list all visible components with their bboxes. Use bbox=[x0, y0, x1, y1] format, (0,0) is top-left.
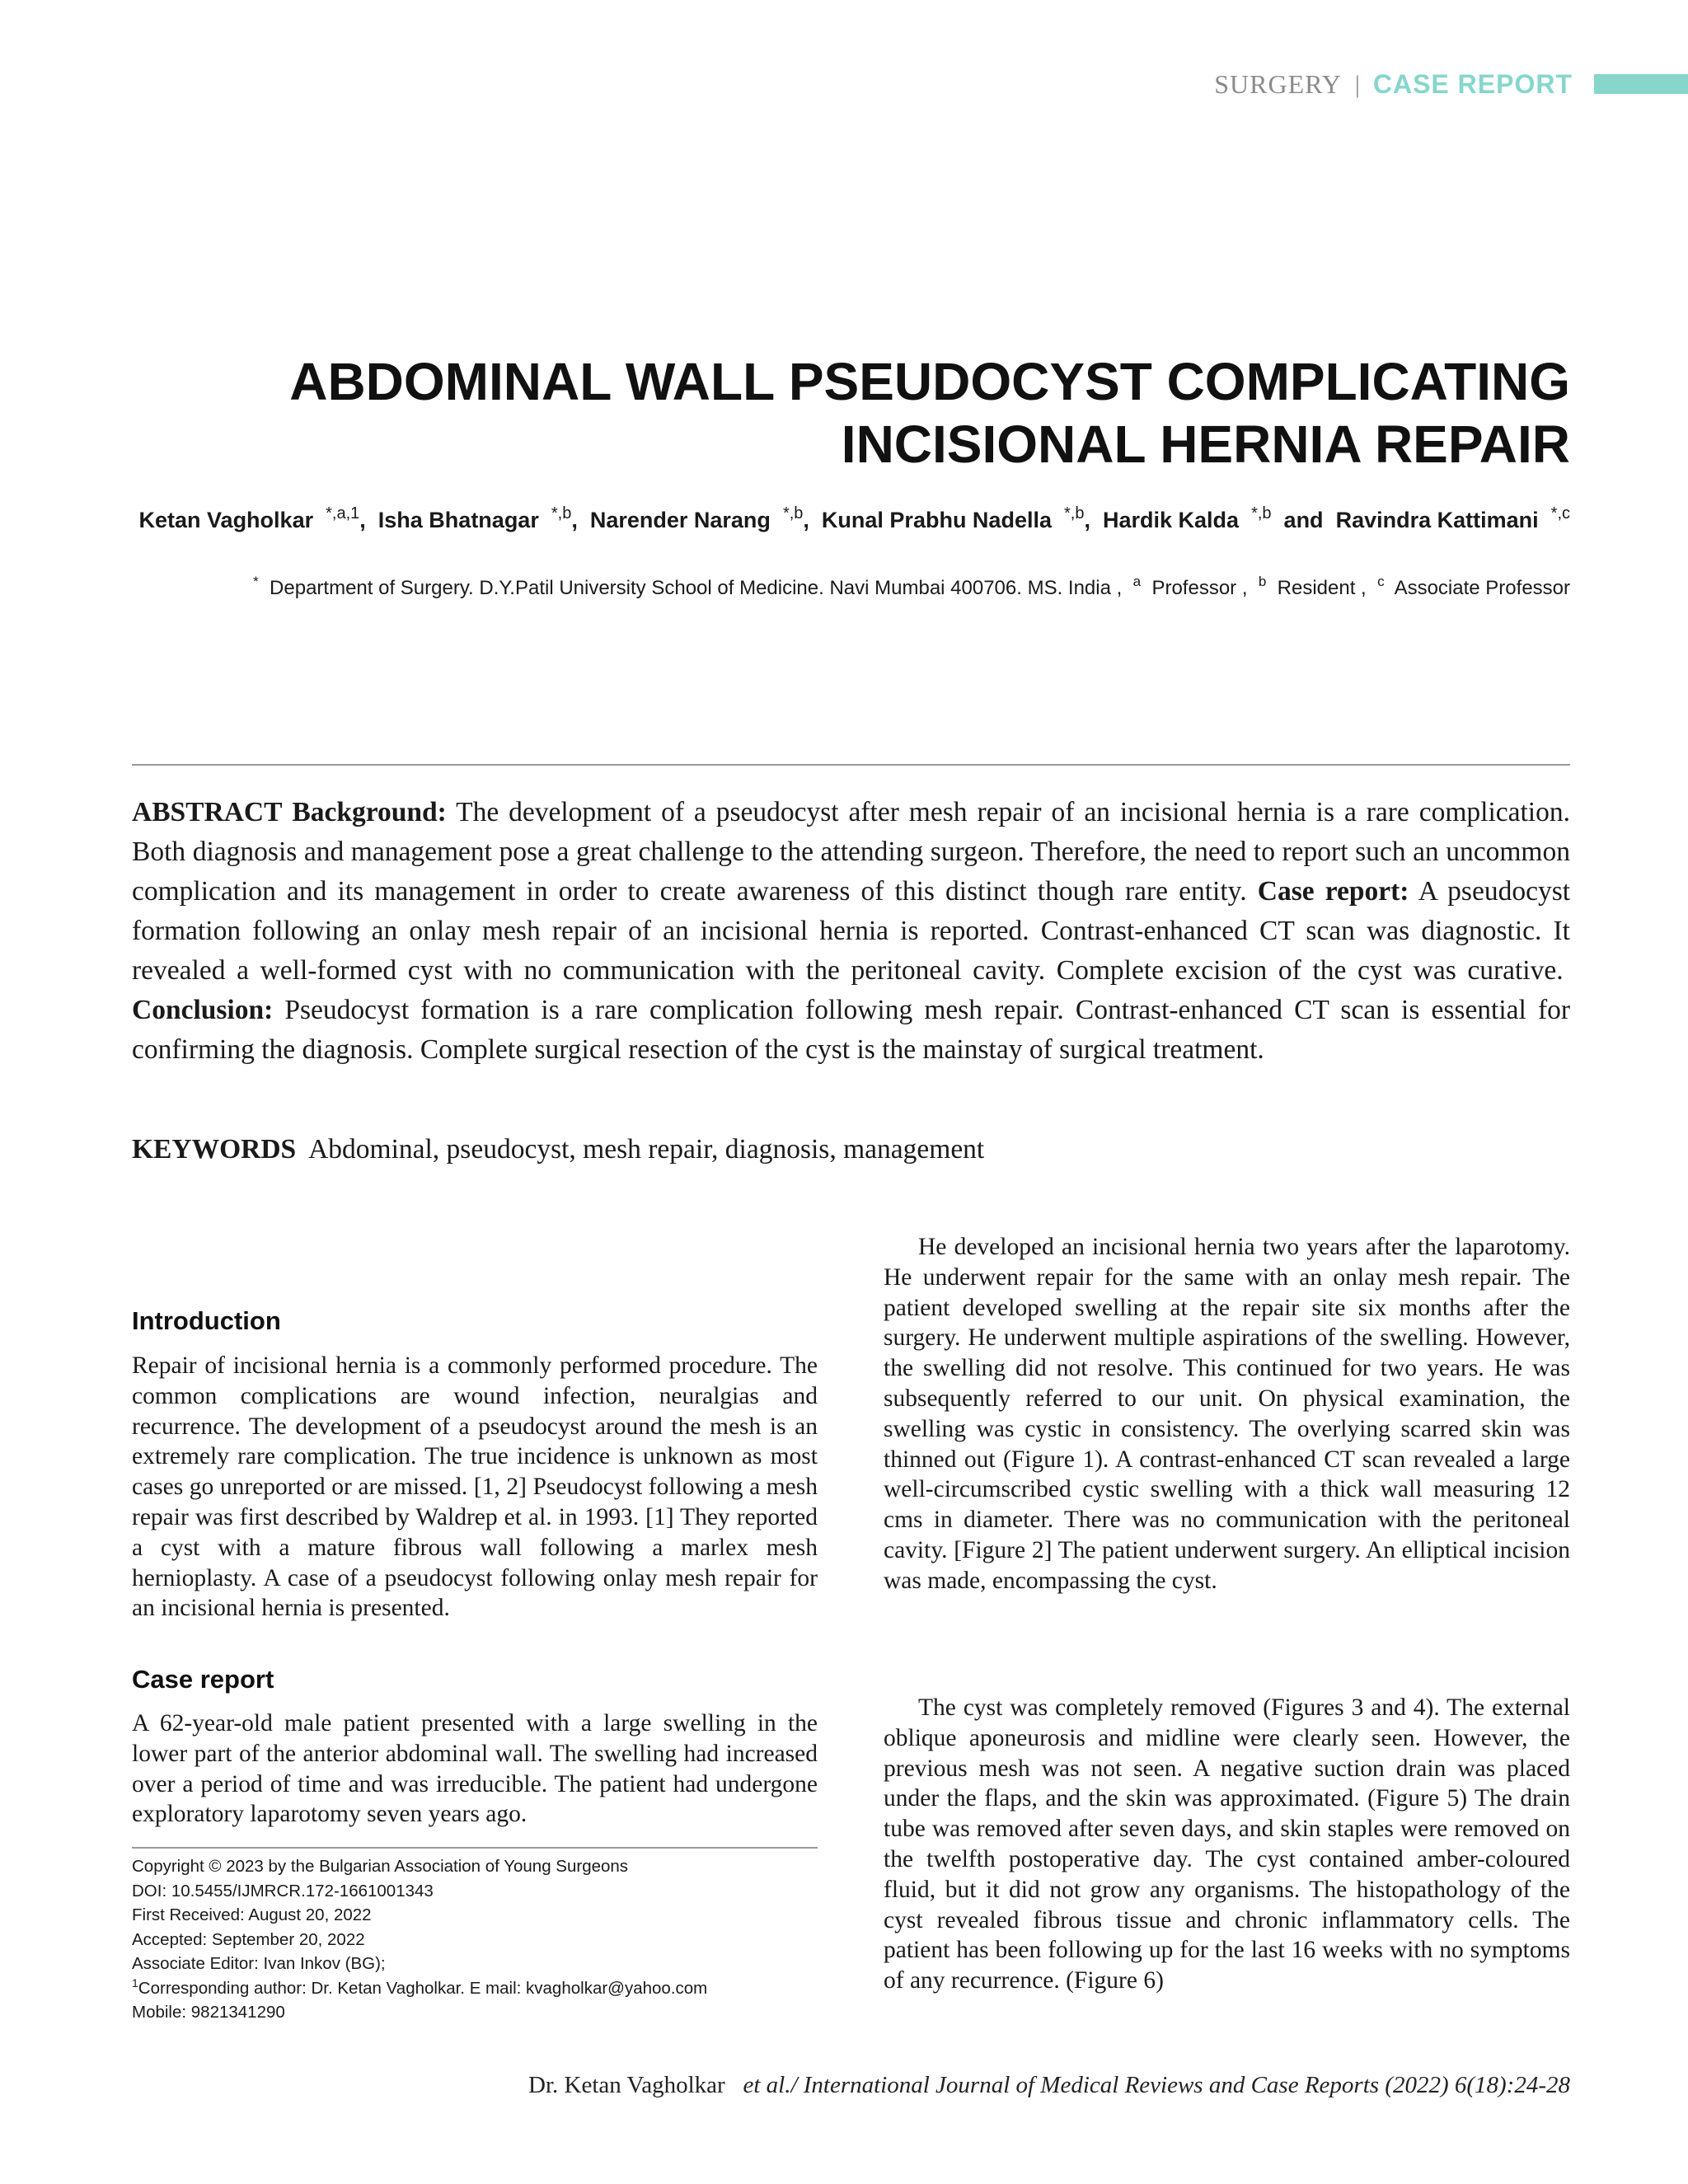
corresponding-author: Corresponding author: Dr. Ketan Vagholkar. E mail: kvagholkar@yahoo.com bbox=[138, 1978, 708, 1998]
corresponding-note bbox=[132, 1976, 818, 2001]
abstract-background: The development of a pseudocyst after mesh repair of an incisional hernia is a rare complication. Both diagnosis and management pose a great challenge to the attending surgeon. Therefore, the need to report such an uncommon complication and its management in order to create awareness of this distinct though rare entity. bbox=[132, 797, 1570, 907]
author-list: Ketan Vagholkar $^{*,a,1}$, Isha Bhatnagar $^{*,b}$, Narender Narang $^{*,b}$, Kunal Prabhu Nadella $^{*,b}$, Hardik Kalda $^{*,b}$ and Ravindra Kattimani $^{*,c}$ bbox=[138, 504, 1570, 532]
affiliation-b-label: Resident , bbox=[1277, 577, 1367, 599]
author-affiliation-mark: *,c bbox=[1550, 504, 1570, 523]
affiliation-c-label: Associate Professor bbox=[1394, 577, 1570, 599]
abstract-label: ABSTRACT bbox=[132, 797, 283, 827]
abstract-case: A pseudocyst formation following an onlay mesh repair of an incisional hernia is reported. Contrast-enhanced CT scan was diagnostic. It revealed a well-formed cyst with no communication with the peritoneal cavity. Complete excision of the cyst was curative. bbox=[132, 876, 1571, 986]
author-name: Ketan Vagholkar bbox=[138, 508, 314, 532]
affiliation-star: * bbox=[253, 574, 259, 589]
author-name: Ravindra Kattimani bbox=[1335, 508, 1539, 532]
affiliation-c-mark: c bbox=[1377, 574, 1385, 589]
conclusion-label: Conclusion: bbox=[132, 995, 274, 1025]
surgery-outcome-paragraph: The cyst was completely removed (Figures 3 and 4). The external oblique aponeurosis and midline were clearly seen. However, the previous mesh was not seen. A negative suction drain was placed under the flaps, and the skin was approximated. (Figure 5) The drain tube was removed after seven days, and skin staples were removed on the twelfth postoperative day. The cyst contained amber-coloured fluid, but it did not grow any organisms. The histopathology of the cyst revealed fibrous tissue and chronic inflammatory cells. The patient has been following up for the last 16 weeks with no symptoms of any recurrence. (Figure 6) bbox=[884, 1694, 1570, 1994]
author-name: Kunal Prabhu Nadella bbox=[821, 508, 1052, 532]
affiliation-b-mark: b bbox=[1258, 574, 1267, 589]
section-label: SURGERY bbox=[1214, 69, 1342, 99]
abstract-divider bbox=[132, 764, 1570, 766]
corresponding-mark: 1 bbox=[132, 1975, 138, 1990]
case-report-label: Case report: bbox=[1257, 876, 1409, 907]
doi-note: DOI: 10.5455/IJMRCR.172-1661001343 bbox=[132, 1881, 434, 1900]
case-report-heading: Case report bbox=[132, 1665, 274, 1694]
received-note: First Received: August 20, 2022 bbox=[132, 1905, 372, 1924]
author-name: Narender Narang bbox=[589, 508, 771, 532]
accepted-note: Accepted: September 20, 2022 bbox=[132, 1929, 365, 1949]
mobile-note: Mobile: 9821341290 bbox=[132, 2003, 285, 2022]
author-affiliation-mark: *,b bbox=[782, 504, 804, 523]
abstract-conclusion: Pseudocyst formation is a rare complication following mesh repair. Contrast-enhanced CT scan is essential for confirming the diagnosis. Complete surgical resection of the cyst is the mainstay of surgical treatment. bbox=[132, 995, 1571, 1065]
keywords-text: Abdominal, pseudocyst, mesh repair, diagnosis, management bbox=[308, 1134, 985, 1165]
citation-footer bbox=[528, 2072, 1570, 2099]
editor-note: Associate Editor: Ivan Inkov (BG); bbox=[132, 1954, 386, 1973]
article-type-label: CASE REPORT bbox=[1372, 69, 1573, 99]
introduction-text: Repair of incisional hernia is a commonly performed procedure. The common complications are wound infection, neuralgias and recurrence. The development of a pseudocyst around the mesh is an extremely rare complication. The true incidence is unknown as most cases go unreported or are missed. [1, 2] Pseudocyst following a mesh repair was first described by Waldrep et al. in 1993. [1] They reported a cyst with a mature fibrous wall following a marlex mesh hernioplasty. A case of a pseudocyst following onlay mesh repair for an incisional hernia is presented. bbox=[132, 1352, 818, 1622]
introduction-heading: Introduction bbox=[132, 1306, 281, 1335]
keywords bbox=[132, 1130, 1570, 1169]
footer-citation: et al./ International Journal of Medical Reviews and Case Reports (2022) 6(18):24-28 bbox=[743, 2072, 1570, 2098]
authors-and: and bbox=[1283, 508, 1324, 532]
affiliation-line bbox=[132, 574, 1570, 603]
footnote-divider bbox=[132, 1847, 818, 1849]
author-name: Isha Bhatnagar bbox=[377, 508, 539, 532]
footer-author: Dr. Ketan Vagholkar bbox=[528, 2072, 725, 2098]
title-line-2: INCISIONAL HERNIA REPAIR bbox=[841, 415, 1570, 474]
author-name: Hardik Kalda bbox=[1102, 508, 1240, 532]
affiliation-a-label: Professor , bbox=[1151, 577, 1248, 599]
author-affiliation-mark: *,b bbox=[551, 504, 572, 523]
header-separator: | bbox=[1354, 70, 1360, 98]
background-label: Background: bbox=[292, 797, 447, 827]
affiliation-a-mark: a bbox=[1132, 574, 1142, 589]
title-line-1: ABDOMINAL WALL PSEUDOCYST COMPLICATING bbox=[289, 352, 1570, 411]
author-affiliation-mark: *,a,1 bbox=[326, 504, 360, 523]
copyright-note: Copyright © 2023 by the Bulgarian Association of Young Surgeons bbox=[132, 1857, 629, 1876]
header-accent-bar bbox=[1594, 74, 1688, 94]
article-title bbox=[132, 350, 1570, 476]
case-report-text: A 62-year-old male patient presented with a large swelling in the lower part of the anterior abdominal wall. The swelling had increased over a period of time and was irreducible. The patient had undergone exploratory laparotomy seven years ago. bbox=[132, 1710, 818, 1828]
author-affiliation-mark: *,b bbox=[1064, 504, 1085, 523]
footnotes bbox=[132, 1854, 818, 2025]
case-history-paragraph: He developed an incisional hernia two years after the laparotomy. He underwent repair for the same with an onlay mesh repair. The patient developed swelling at the repair site six months after the surgery. He underwent multiple aspirations of the swelling. However, the swelling did not resolve. This continued for two years. He was subsequently referred to our unit. On physical examination, the swelling was cystic in consistency. The overlying scarred skin was thinned out (Figure 1). A contrast-enhanced CT scan revealed a large well-circumscribed cystic swelling with a thick wall measuring 12 cms in diameter. There was no communication with the peritoneal cavity. [Figure 2] The patient underwent surgery. An elliptical incision was made, encompassing the cyst. bbox=[884, 1234, 1570, 1594]
keywords-label: KEYWORDS bbox=[132, 1134, 297, 1165]
running-header bbox=[1214, 69, 1573, 100]
abstract bbox=[132, 793, 1570, 1070]
author-affiliation-mark: *,b bbox=[1251, 504, 1272, 523]
department-text: Department of Surgery. D.Y.Patil University School of Medicine. Navi Mumbai 400706. MS. India , bbox=[270, 577, 1123, 599]
